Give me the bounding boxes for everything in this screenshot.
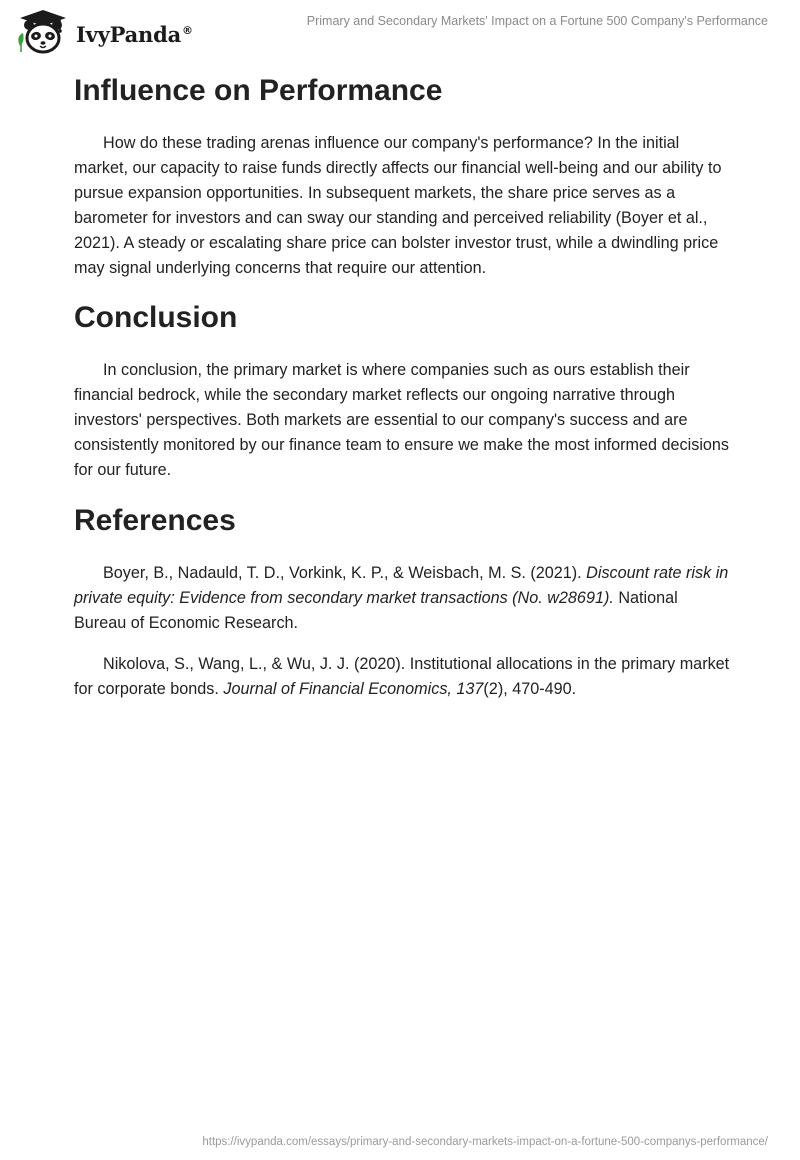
- section-heading-conclusion: Conclusion: [74, 301, 238, 334]
- reference-authors: Boyer, B., Nadauld, T. D., Vorkink, K. P., & Weisbach, M. S. (2021).: [103, 564, 587, 582]
- reference-authors: Nikolova, S., Wang, L., & Wu, J. J. (2020). Institutional allocations in the primary market for corporate bonds.: [74, 655, 730, 698]
- reference-item: [74, 561, 734, 636]
- reference-journal: Journal of Financial Economics, 137: [223, 680, 484, 698]
- logo-wordmark: IvyPanda®: [76, 21, 193, 47]
- section-heading-influence: Influence on Performance: [74, 74, 443, 107]
- page-header: [0, 0, 800, 60]
- panda-graduate-icon: [14, 8, 72, 56]
- reference-item: [74, 652, 734, 702]
- source-url[interactable]: https://ivypanda.com/essays/primary-and-secondary-markets-impact-on-a-fortune-500-companys-performance/: [202, 1136, 768, 1148]
- document-title: Primary and Secondary Markets' Impact on a Fortune 500 Company's Performance: [306, 14, 768, 28]
- document-body: [74, 68, 734, 702]
- references-heading: References: [74, 504, 236, 537]
- reference-issue-pages: (2), 470-490.: [483, 680, 577, 698]
- ivypanda-logo[interactable]: [14, 8, 193, 56]
- section-paragraph-influence: How do these trading arenas influence our company's performance? In the initial market, our capacity to raise funds directly affects our financial well-being and our ability to pursue expansion opportunities. In subsequent markets, the share price serves as a barometer for investors and can sway our standing and perceived reliability (Boyer et al., 2021). A steady or escalating share price can bolster investor trust, while a dwindling price may signal underlying concerns that require our attention.: [74, 134, 722, 277]
- section-paragraph-conclusion: In conclusion, the primary market is where companies such as ours establish their financial bedrock, while the secondary market reflects our ongoing narrative through investors' perspectives. Both markets are essential to our company's success and are consistently monitored by our finance team to ensure we make the most informed decisions for our future.: [74, 361, 730, 479]
- reference-title: Discount rate risk in private equity: Evidence from secondary market transactions (No. w28691).: [74, 564, 729, 607]
- reference-publisher: National Bureau of Economic Research.: [74, 589, 678, 632]
